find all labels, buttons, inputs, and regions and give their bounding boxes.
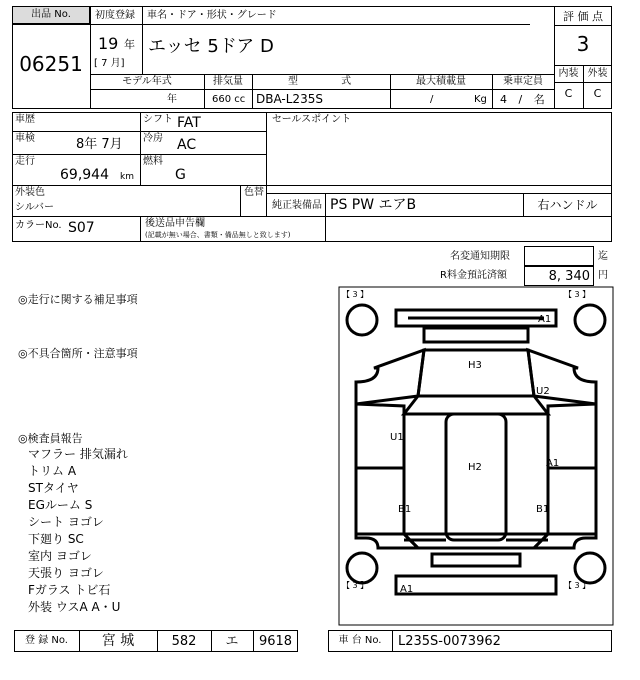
repaint-label: 色替 [244,187,264,198]
first-registration-year: 19 [98,34,119,53]
sales-points-label: セールスポイント [272,114,352,125]
damage-mark-hood: H3 [468,360,482,371]
type-label: 型 式 [288,76,372,87]
fuel-value: G [175,167,186,183]
hood [418,350,534,396]
name-change-deadline-unit: 迄 [598,251,608,262]
steering-value: 右ハンドル [537,198,598,212]
first-registration-year-unit: 年 [124,38,135,51]
displacement-value: 660 cc [212,94,246,105]
mileage-label: 走行 [15,156,35,167]
damage-mark-rear-bumper: A1 [400,584,414,595]
first-registration-label: 初度登録 [95,10,135,21]
recycle-fee-unit: 円 [598,270,608,281]
tire-rear-left [347,553,377,583]
windshield [404,396,548,414]
exterior-label: 外装 [587,68,608,79]
inspector-line: EGルーム S [28,498,93,512]
ac-value: AC [177,137,197,153]
color-no-label: カラーNo. [15,220,62,231]
front-grille [424,328,528,342]
first-registration-month: [ 7 月] [94,58,125,69]
fender-front-left [356,350,424,404]
registration-label: 登 録 No. [25,635,68,646]
mileage-value: 69,944 [60,167,109,183]
inspector-line: トリム A [28,464,77,478]
name-change-deadline-label: 名変通知期限 [450,251,510,262]
color-no-value: S07 [68,220,95,236]
door-rear-right [548,468,596,534]
max-load-label: 最大積載量 [416,76,466,87]
damage-mark-front-bumper: A1 [538,314,552,325]
capacity-label: 乗車定員 [503,76,543,87]
mileage-unit: km [120,172,134,182]
displacement-label: 排気量 [213,76,243,87]
car-name: エッセ 5ドア D [148,36,274,57]
car-name-label: 車名・ドア・形状・グレード [147,10,277,21]
inspector-line: 下廻り SC [28,532,84,546]
name-change-deadline-box [524,246,594,266]
tire-label-front-right: 【 3 】 [564,290,591,299]
inspector-line: シート ヨゴレ [28,515,104,529]
damage-mark-rear-right-door: B1 [536,504,550,515]
lot-number: 06251 [19,52,83,76]
model-year-label: モデル年式 [122,76,172,87]
capacity-value: 4 / 名 [500,93,545,106]
equipment-label: 純正装備品 [272,200,322,211]
inspector-report-heading: ◎検査員報告 [18,432,83,445]
exterior-grade: C [593,87,602,100]
tire-label-rear-right: 【 3 】 [564,581,591,590]
tire-front-right [575,305,605,335]
type-value: DBA-L235S [256,92,323,106]
tire-label-rear-left: 【 3 】 [342,581,369,590]
max-load-unit: Kg [474,94,487,105]
inspection-label: 車検 [15,133,35,144]
exterior-color-value: シルバー [15,202,55,213]
shift-value: FAT [177,115,201,131]
chassis-number: L235S-0073962 [398,634,501,649]
inspector-line: 室内 ヨゴレ [28,549,92,563]
registration-kana: エ [225,634,239,649]
inspector-line: 外装 ウスA A・U [28,600,121,614]
inspector-line: Fガラス トビ石 [28,583,111,597]
registration-area: 宮 城 [101,633,135,649]
roof [446,414,506,540]
interior-grade: C [564,87,573,100]
score-label: 評 価 点 [563,10,603,23]
exterior-color-label: 外装色 [15,187,45,198]
door-rear-left [356,468,404,534]
inspector-line: マフラー 排気漏れ [28,447,128,461]
equipment-value: PS PW エアB [330,197,417,213]
recycle-fee-value: 8, 340 [548,269,590,284]
recycle-fee-label: R料金預託済額 [440,270,507,281]
damage-mark-front-left-door: U1 [390,432,404,443]
damage-mark-right-door: A1 [546,458,560,469]
score-value: 3 [576,32,590,56]
declaration-note: (記載が無い場合、書類・備品無しと致します) [145,231,291,239]
rear-gate [432,554,520,566]
max-load-value: / [430,94,434,105]
damage-diagram [338,286,614,626]
tire-front-left [347,305,377,335]
inspector-line: STタイヤ [28,481,79,495]
chassis-label: 車 台 No. [338,635,382,646]
registration-class: 582 [171,634,197,649]
registration-number: 9618 [258,634,293,649]
damage-mark-front-right-fender: U2 [536,386,550,397]
lot-label: 出品 No. [31,9,71,20]
model-year-unit: 年 [167,94,177,105]
inspection-value: 8年 7月 [76,137,123,152]
tire-label-front-left: 【 3 】 [342,290,369,299]
damage-mark-roof: H2 [468,462,482,473]
damage-mark-rear-left-door: B1 [398,504,412,515]
tire-rear-right [575,553,605,583]
driving-notes-heading: ◎走行に関する補足事項 [18,293,138,306]
declaration-label: 後送品申告欄 [145,218,205,229]
rear-bumper [396,576,556,594]
defects-heading: ◎不具合箇所・注意事項 [18,347,138,360]
inspector-line: 天張り ヨゴレ [28,566,104,580]
interior-label: 内装 [558,68,579,79]
history-label: 車歴 [15,114,35,125]
fuel-label: 燃料 [143,156,163,167]
shift-label: シフト [143,114,173,125]
ac-label: 冷房 [143,133,163,144]
